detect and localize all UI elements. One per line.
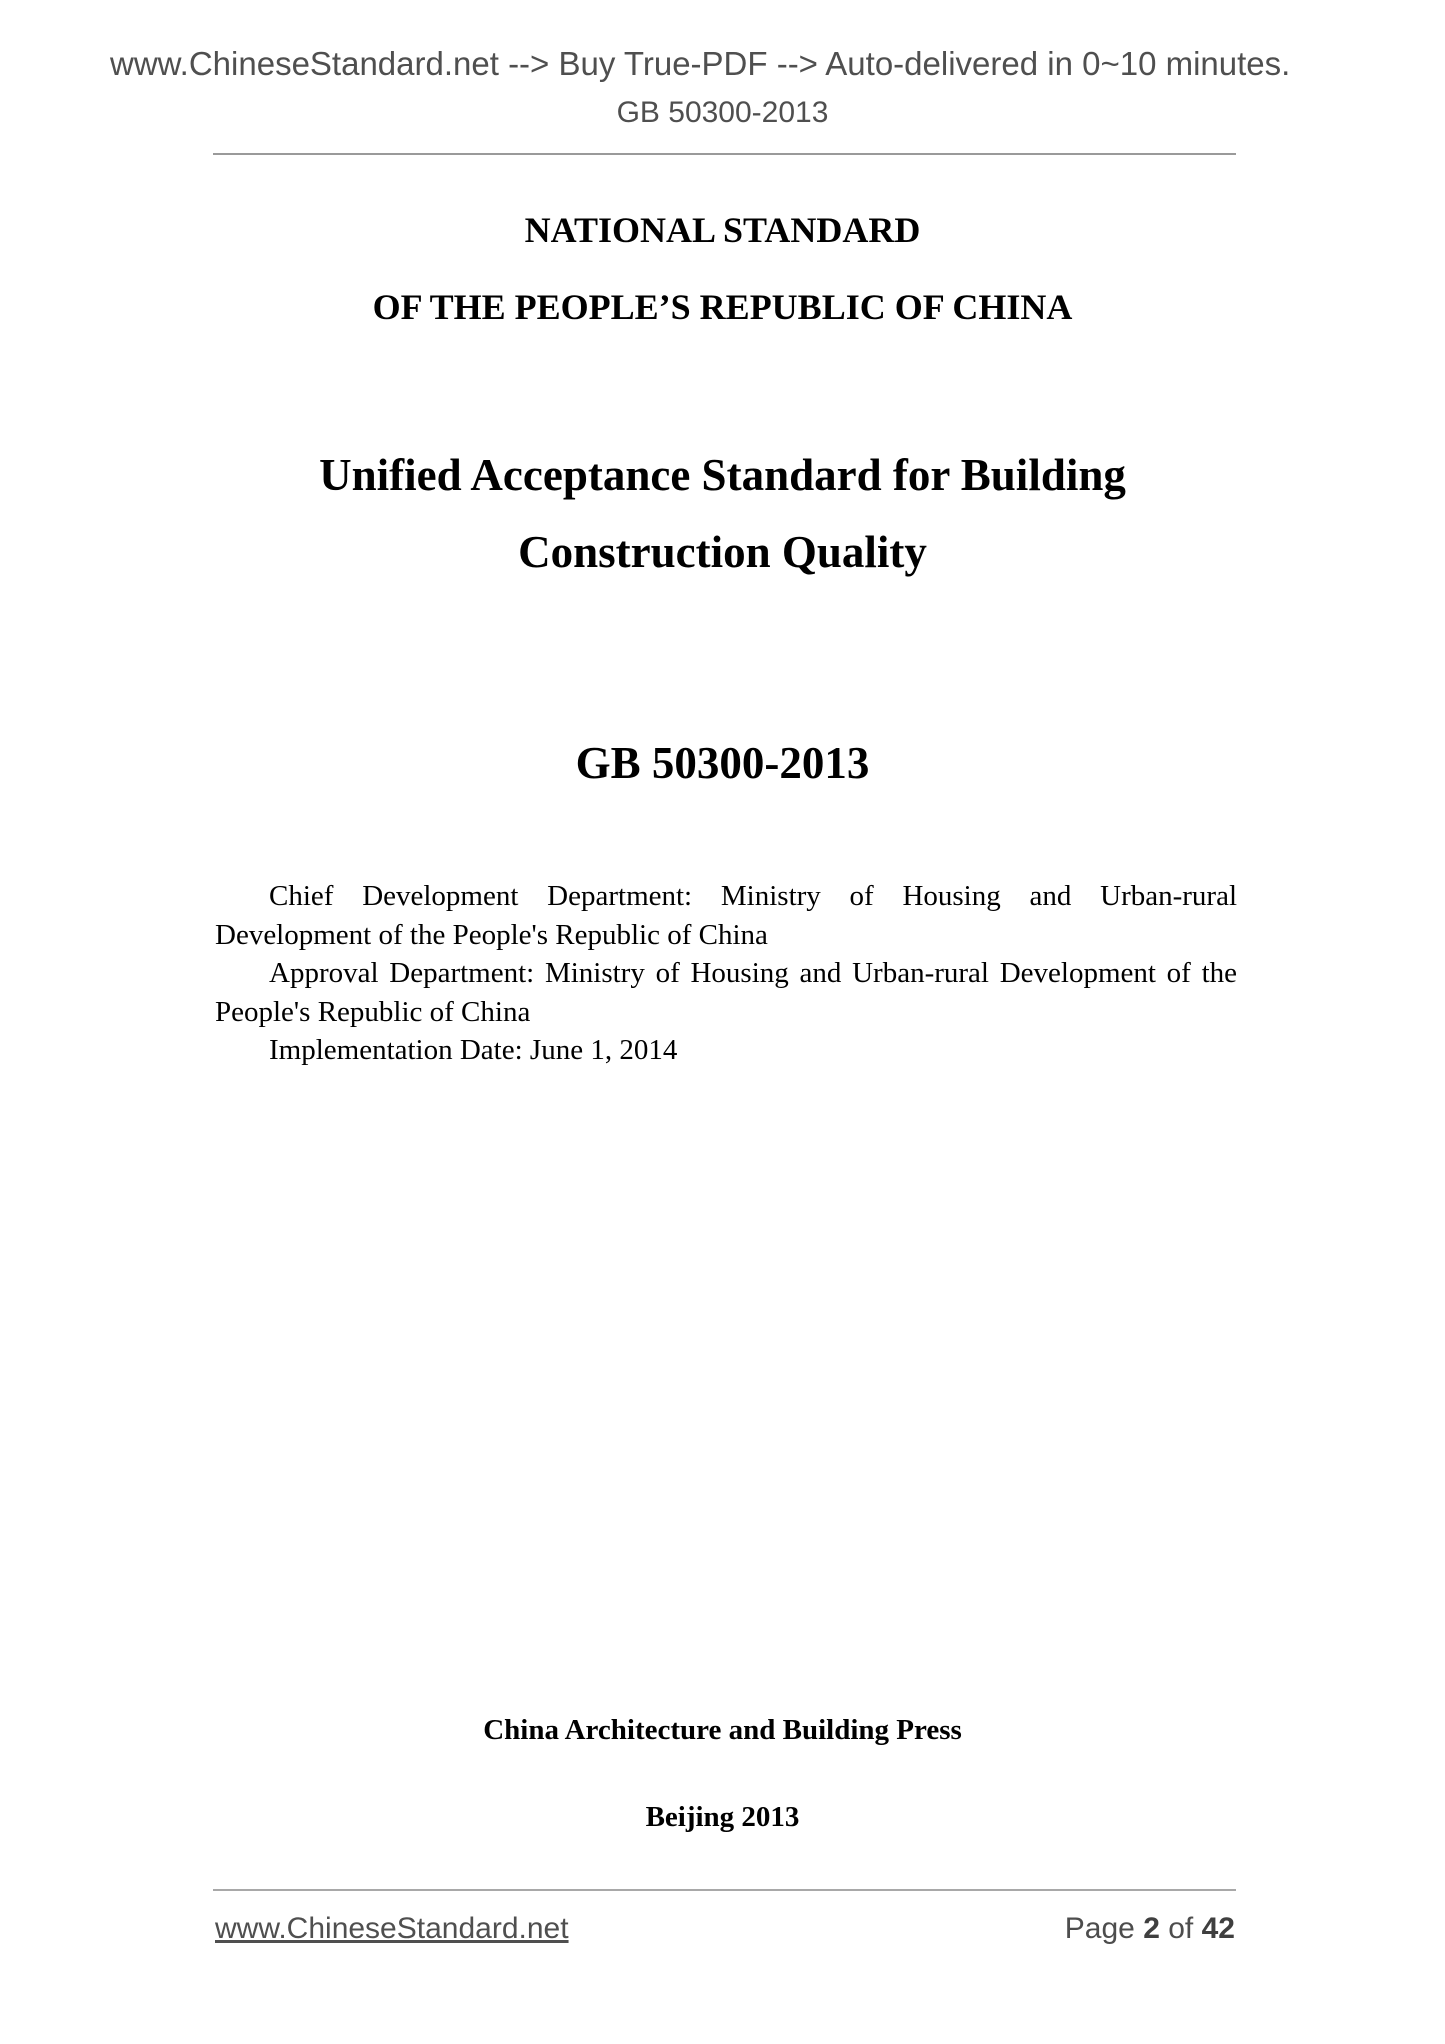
document-title-line2: Construction Quality [518, 527, 927, 577]
header-promo-text: www.ChineseStandard.net --> Buy True-PDF --> Auto-delivered in 0~10 minutes. [110, 45, 1291, 82]
publisher-city-year: Beijing 2013 [645, 1801, 800, 1833]
footer-divider [213, 1889, 1236, 1891]
implementation-date-paragraph: Implementation Date: June 1, 2014 [269, 1034, 678, 1066]
document-title-line1: Unified Acceptance Standard for Building [319, 450, 1126, 500]
footer-page-label: Page [1064, 1912, 1135, 1945]
footer-total-pages: 42 [1201, 1912, 1235, 1945]
header-doc-code: GB 50300-2013 [616, 96, 829, 129]
document-details [215, 877, 1237, 1070]
standard-number: GB 50300-2013 [575, 738, 870, 788]
footer-page-indicator [1065, 1910, 1235, 1948]
national-standard-heading-line2: OF THE PEOPLE’S REPUBLIC OF CHINA [372, 287, 1073, 327]
footer-site-link[interactable]: www.ChineseStandard.net [215, 1912, 569, 1945]
chief-development-department-paragraph: Chief Development Department: Ministry of Housing and Urban-rural Development of the People's Republic of China [215, 880, 1237, 951]
footer-of-label: of [1168, 1912, 1194, 1945]
approval-department-paragraph: Approval Department: Ministry of Housing and Urban-rural Development of the People's Republic of China [215, 957, 1237, 1028]
publisher-name: China Architecture and Building Press [483, 1714, 962, 1746]
footer-page-number: 2 [1143, 1912, 1160, 1945]
document-title [0, 437, 1445, 591]
header-divider [213, 153, 1236, 155]
national-standard-heading-line1: NATIONAL STANDARD [524, 210, 921, 250]
